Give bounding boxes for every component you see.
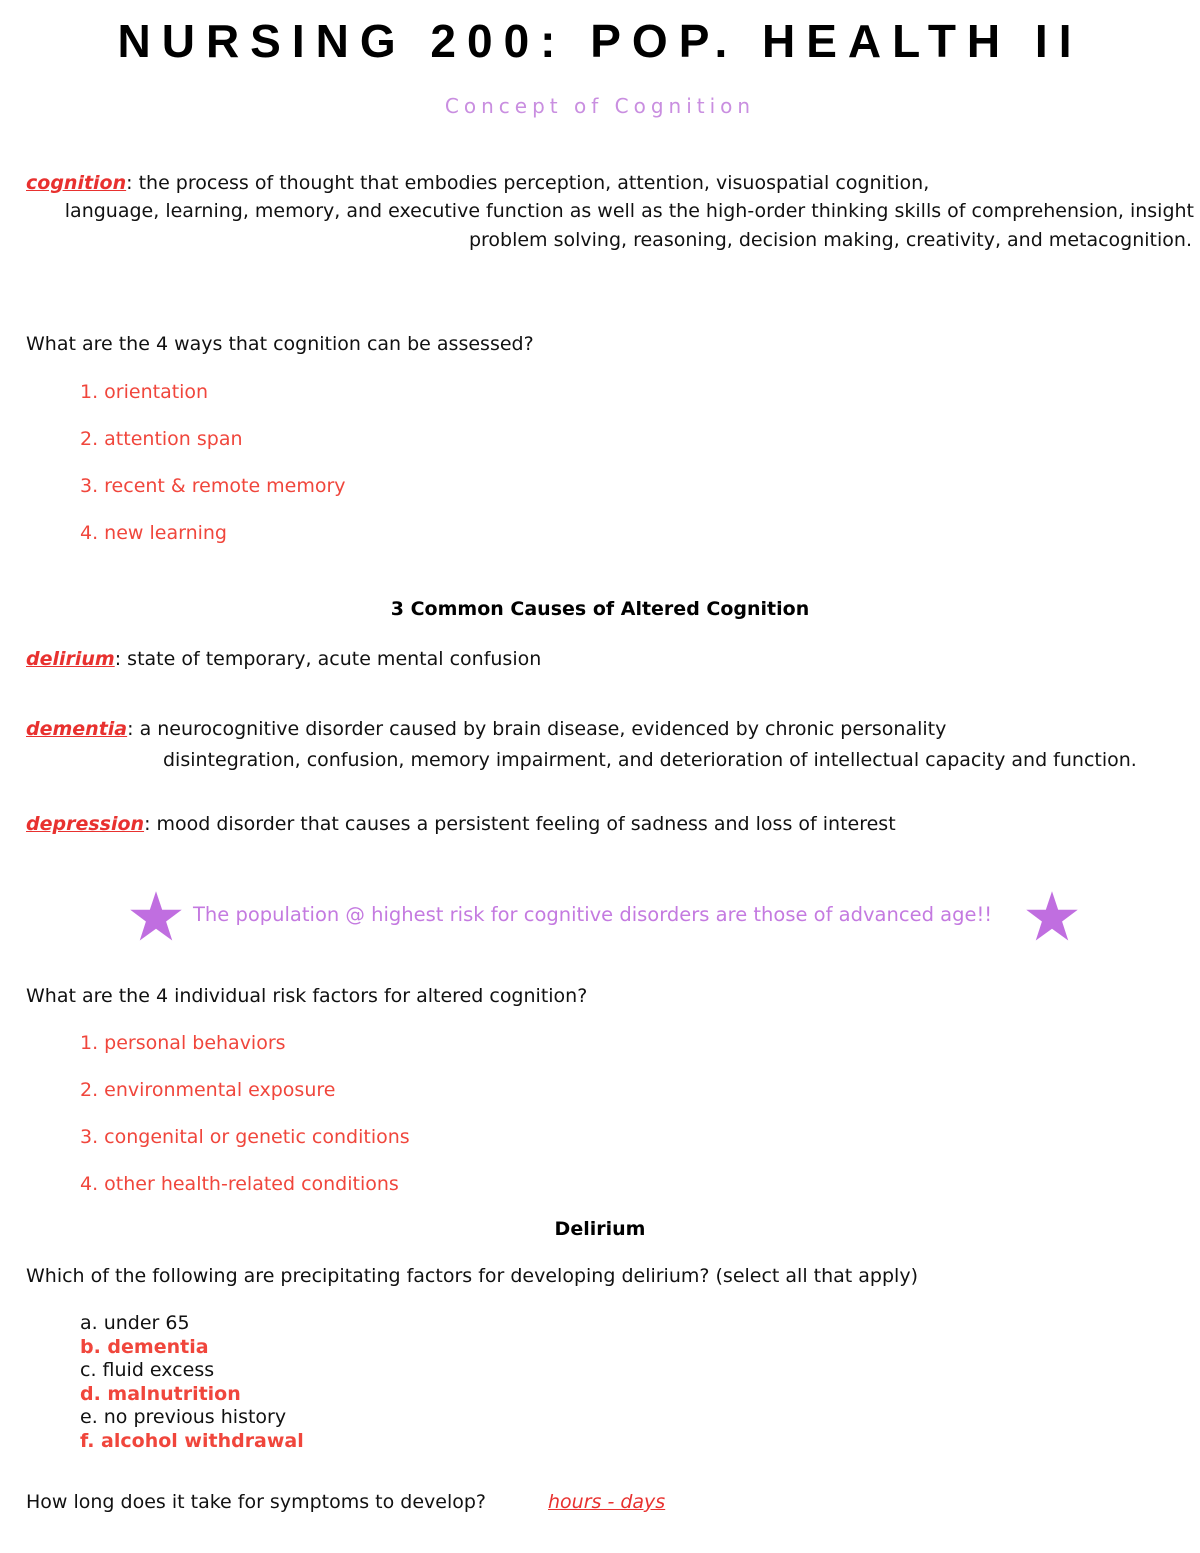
term-delirium: delirium [26,648,115,670]
delirium-question: Which of the following are precipitating factors for developing delirium? (select all that apply) [26,1265,918,1287]
page-title: NURSING 200: POP. HEALTH II [117,15,1083,67]
page-subtitle: Concept of Cognition [444,94,756,118]
delirium-definition [26,648,541,670]
delirium-option: a. under 65 [80,1312,190,1334]
risk-factor-item: 3. congenital or genetic conditions [80,1126,410,1148]
delirium-option: c. fluid excess [80,1359,215,1381]
dementia-definition-line2: disintegration, confusion, memory impairment, and deterioration of intellectual capacity and function. [163,749,1137,771]
delirium-option: e. no previous history [80,1406,287,1428]
cognition-definition-line1 [26,172,929,194]
dementia-definition-line1 [26,718,946,740]
onset-answer: hours - days [548,1491,666,1513]
delirium-option-correct: f. alcohol withdrawal [80,1430,304,1452]
cognition-definition-line2: language, learning, memory, and executive function as well as the high-order thinking skills of comprehension, insight [64,200,1194,222]
assessment-item: 4. new learning [80,522,227,544]
risk-callout: The population @ highest risk for cognitive disorders are those of advanced age!! [193,903,993,926]
delirium-heading: Delirium [554,1218,646,1240]
assessment-item: 2. attention span [80,428,243,450]
term-cognition: cognition [26,172,127,194]
star-icon [1024,889,1080,945]
assessment-question: What are the 4 ways that cognition can be assessed? [26,333,534,355]
depression-definition [26,813,896,835]
delirium-option-correct: d. malnutrition [80,1383,241,1405]
assessment-item: 1. orientation [80,381,209,403]
risk-factors-question: What are the 4 individual risk factors for altered cognition? [26,985,588,1007]
delirium-option-correct: b. dementia [80,1336,209,1358]
star-shape [1026,891,1078,940]
star-icon [128,889,184,945]
risk-factor-item: 4. other health-related conditions [80,1173,399,1195]
assessment-item: 3. recent & remote memory [80,475,346,497]
dementia-def-text1: : a neurocognitive disorder caused by brain disease, evidenced by chronic personality [127,718,947,740]
term-dementia: dementia [26,718,128,740]
risk-factor-item: 2. environmental exposure [80,1079,336,1101]
causes-heading: 3 Common Causes of Altered Cognition [390,598,810,620]
risk-factor-item: 1. personal behaviors [80,1032,286,1054]
onset-question: How long does it take for symptoms to develop? [26,1491,487,1513]
cognition-def-text1: : the process of thought that embodies perception, attention, visuospatial cognition, [126,172,930,194]
delirium-def-text: : state of temporary, acute mental confusion [114,648,542,670]
cognition-definition-line3: problem solving, reasoning, decision making, creativity, and metacognition. [468,229,1192,251]
term-depression: depression [26,813,145,835]
depression-def-text: : mood disorder that causes a persistent feeling of sadness and loss of interest [144,813,896,835]
star-shape [130,891,182,940]
